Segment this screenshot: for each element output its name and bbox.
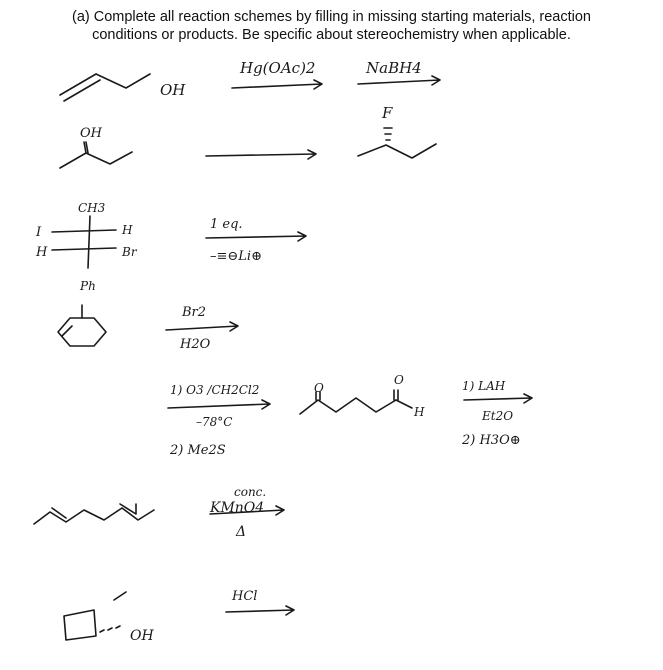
condition-top: 1 eq. — [210, 217, 243, 232]
dashed-bond — [384, 128, 392, 140]
bromine-label: Br — [122, 245, 137, 259]
solvent-h2o: H2O — [180, 337, 211, 352]
scheme-7 — [64, 589, 294, 644]
oxygen-label: O — [314, 381, 324, 395]
alcohol-skeleton — [60, 152, 132, 168]
instructions-line-1: (a) Complete all reaction schemes by filling in missing starting materials, reaction — [72, 9, 591, 25]
wedge-bond — [84, 142, 88, 153]
conc-label: conc. — [234, 485, 267, 499]
ozonolysis-temperature: –78°C — [196, 415, 233, 429]
reduction-step-1: 1) LAH — [462, 379, 506, 393]
dashed-bond — [100, 626, 120, 632]
fischer-horizontal-2 — [52, 248, 116, 250]
scheme-5 — [168, 373, 532, 458]
reaction-arrow — [206, 150, 316, 159]
fluorine-label: F — [382, 104, 393, 122]
alkene-chain — [60, 74, 150, 101]
reaction-arrow — [226, 606, 294, 615]
reaction-arrow — [464, 394, 532, 403]
scheme-4 — [58, 305, 238, 352]
reaction-arrow — [166, 322, 238, 331]
reaction-arrow — [168, 400, 270, 409]
fischer-horizontal-1 — [52, 230, 116, 232]
condition-bottom: –≡⊖Li⊕ — [210, 249, 262, 264]
reaction-arrow — [206, 232, 306, 241]
reagent-kmno4: KMnO4 — [210, 500, 265, 516]
oxygen-label: O — [394, 373, 404, 387]
scheme-6 — [34, 485, 284, 540]
phenyl-label: Ph — [80, 279, 96, 293]
ozonolysis-step-2: 2) Me2S — [170, 443, 226, 458]
reaction-arrow — [358, 76, 440, 85]
reduction-solvent: Et2O — [482, 409, 514, 423]
fischer-vertical — [88, 216, 90, 268]
hydrogen-label: H — [36, 245, 48, 260]
reagent-br2: Br2 — [182, 305, 207, 320]
reagent-hcl: HCl — [232, 589, 258, 604]
instructions-line-2: conditions or products. Be specific about stereochemistry when applicable. — [92, 27, 571, 43]
reaction-arrow — [232, 80, 322, 89]
hydrogen-label: H — [122, 223, 133, 237]
aldehyde-bond — [394, 390, 412, 408]
wedge-bond — [114, 592, 126, 600]
scheme-2 — [60, 104, 436, 168]
cyclobutane-ring — [64, 610, 96, 640]
cyclohexene-ring — [58, 318, 106, 346]
iodine-label: I — [36, 225, 42, 240]
hydroxyl-label: OH — [160, 81, 186, 99]
ketoaldehyde-skeleton — [300, 398, 396, 414]
scheme-3 — [35, 201, 306, 293]
reagent-nabh4: NaBH4 — [366, 59, 422, 77]
product-skeleton — [358, 144, 436, 158]
hydroxyl-label: OH — [130, 628, 154, 644]
methyl-label: CH3 — [78, 201, 106, 215]
scheme-1 — [60, 59, 440, 101]
heat-label: Δ — [236, 524, 247, 540]
reduction-step-2: 2) H3O⊕ — [462, 433, 521, 448]
reagent-hg-oac: Hg(OAc)2 — [240, 59, 316, 77]
ozonolysis-step-1: 1) O3 /CH2Cl2 — [170, 383, 260, 397]
hydroxyl-label: OH — [80, 126, 102, 141]
diene-skeleton — [34, 504, 154, 524]
hydrogen-label: H — [414, 405, 425, 419]
